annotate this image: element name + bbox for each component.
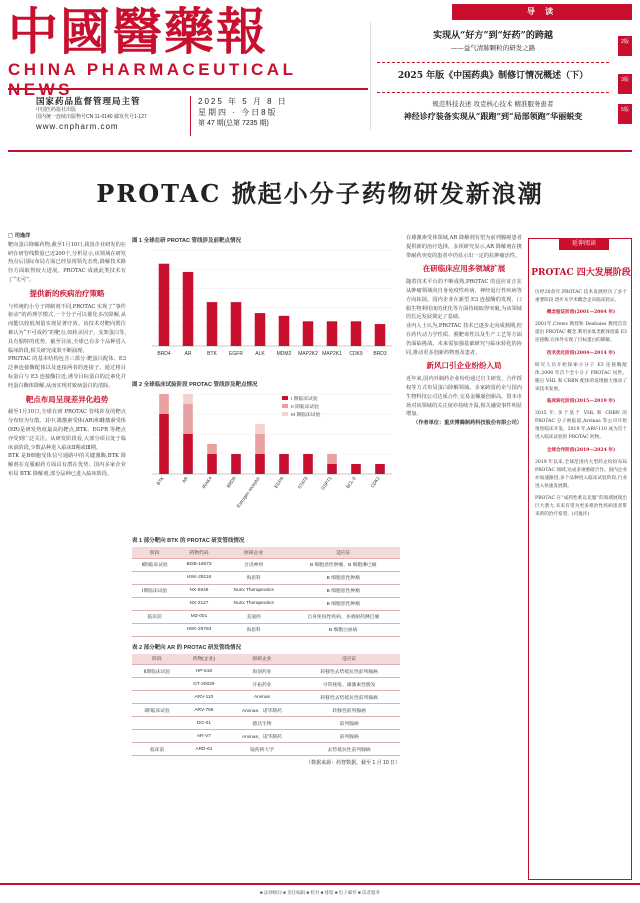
legend-swatch <box>282 404 288 408</box>
table-cell: Arvinas、诺华制药 <box>226 704 299 717</box>
table-cell: Ⅱ期临床试验 <box>132 558 177 571</box>
bar-segment <box>159 414 169 474</box>
paragraph: 与传统的小分子抑制剂不同,PROTAC 实现了“事件驱动”的药理学模式,一个分子可以催化多次降解,从而能以较低剂量实现显著疗效。该技术对靶向既往被认为“不可成药”的靶点,如转录因子、支架蛋白等,具有独特的优势。截至目前,全球已有多个品种进入临床阶段,相关研究成果不断涌现。 <box>8 303 126 354</box>
table-cell: 寻常痤疮、雄激素性脱发 <box>298 678 400 691</box>
article-column-3 <box>406 234 522 880</box>
table-row <box>132 691 400 704</box>
table-cell: 百济神州 <box>221 558 287 571</box>
table-cell: Ⅱ期临床试验 <box>132 665 182 678</box>
sidebar-body <box>535 289 627 519</box>
table-cell: 前列腺癌 <box>298 717 400 730</box>
x-tick-label: ALK <box>255 351 265 357</box>
issue-date: 2025 年 5 月 8 日 <box>198 97 288 106</box>
table-cell: 自身免疫性疾病、多重耐药淋巴瘤 <box>287 610 400 623</box>
bar-segment <box>375 464 385 474</box>
article-column-1 <box>8 232 126 880</box>
guide-tab-1[interactable]: 2版 <box>618 36 632 56</box>
table-row <box>132 730 400 743</box>
guide-tab-3[interactable]: 5版 <box>618 104 632 124</box>
data-source: （数据来源：药智数据，截至 1 月 10 日） <box>306 760 400 766</box>
table-row <box>132 558 400 571</box>
column-header: 适应证 <box>287 547 400 558</box>
stage-heading: 概念验证阶段(2001—2004 年) <box>546 310 616 316</box>
guide-box <box>370 22 632 130</box>
x-tick-label: MDM2 <box>276 351 292 357</box>
x-tick-label: STAT6 <box>296 475 309 490</box>
table-row <box>132 610 400 623</box>
column-header: 原研企业 <box>221 547 287 558</box>
table-cell: 去势抵抗性前列腺癌 <box>298 743 400 756</box>
table-cell: BGB-16673 <box>177 558 220 571</box>
table-cell <box>132 717 182 730</box>
table-cell: NX-2127 <box>177 597 220 610</box>
guide-divider <box>377 92 609 93</box>
chart-1-title: 图 1 全球在研 PROTAC 管线涉及前靶点情况 <box>132 238 241 244</box>
bar-segment <box>183 434 193 474</box>
section-heading: 靶点布局呈现差异化趋势 <box>25 394 109 404</box>
paragraph: 截至1月10日,全球在研 PROTAC 管线涉及的靶点分布较为分散。其中,雄激素受体(AR)和雌激素受体(ER)是研发热度最高的靶点,BTK、EGFR 等靶点亦受到广泛关注。从研发阶段看,大部分项目处于临床前阶段,少数品种进入临床Ⅱ期或Ⅲ期。 <box>8 409 126 451</box>
table-cell: B 细胞恶性肿瘤 <box>287 597 400 610</box>
section-heading: 提供新的疾病治疗策略 <box>29 288 105 298</box>
bar <box>255 313 266 346</box>
table-cell: B 细胞恶性肿瘤、B 细胞淋巴瘤 <box>287 558 400 571</box>
stage-heading: 技术优化阶段(2004—2014 年) <box>546 350 616 356</box>
table-cell: ARD-61 <box>182 743 226 756</box>
x-tick-label: AR <box>181 475 189 484</box>
table-cell: MZ-001 <box>177 610 220 623</box>
table-cell <box>132 730 182 743</box>
table-cell: ARV-766 <box>182 704 226 717</box>
paragraph: 近年来,国内外制药企业纷纷通过自主研发、合作授权等方式布局蛋白降解领域。多家跨国药企与国内生物科技公司达成合作,交易金额屡创新高。资本市场对该领域的关注度亦持续升温,相关融资事件明显增加。 <box>406 376 522 418</box>
bar <box>231 302 242 346</box>
table-cell: HSK-29116 <box>177 571 220 584</box>
x-tick-label: BTK <box>207 351 217 357</box>
serial-line: 国内统一连续出版物号CN 11-0140 邮发代号1-127 <box>36 114 147 120</box>
legend-label: I 期临床试验 <box>291 397 318 402</box>
x-tick-label: BRD3 <box>373 351 387 357</box>
table-cell: Ⅰ期临床试验 <box>132 584 177 597</box>
section-heading: 新风口引企业纷纷入局 <box>426 361 502 371</box>
table-cell: 前列腺癌 <box>298 730 400 743</box>
table-cell <box>132 623 177 636</box>
table-row <box>132 623 400 636</box>
table-cell: Nurix Therapeutics <box>221 584 287 597</box>
table-cell: B 细胞白血病 <box>287 623 400 636</box>
table-cell: Arvinas、诺华制药 <box>226 730 299 743</box>
bar-segment <box>351 464 361 474</box>
column-header: 药物(企业) <box>182 654 226 665</box>
column-header: 药物代码 <box>177 547 220 558</box>
table-row <box>132 743 400 756</box>
bar-segment <box>159 394 169 414</box>
table-cell: 转移性去势抵抗性前列腺癌 <box>298 691 400 704</box>
chart-1 <box>132 244 400 372</box>
newspaper-english-title: CHINA PHARMACEUTICAL <box>8 60 297 79</box>
table-row <box>132 665 400 678</box>
paragraph: PROTAC 的基本结构包含三部分:靶蛋白配体、E3 泛素连接酶配体以及连接两者的连接子。通过将目标蛋白与 E3 连接酶拉近,诱导目标蛋白的泛素化并经蛋白酶体降解,从而实现对致病蛋白的清除。 <box>8 356 126 389</box>
table-cell: 海思科 <box>221 571 287 584</box>
table-1 <box>132 547 400 637</box>
bar <box>351 321 362 346</box>
guide-item-1[interactable]: 实现从“好方”到“好药”的跨越 ——益气清肺颗粒的研发之路 <box>433 31 553 52</box>
table-cell: 临床前 <box>132 743 182 756</box>
paragraph: BTK 是B细胞受体信号通路中的关键激酶,BTK 降解剂在克服耐药方面具有潜在优势。国内多家企业布局 BTK 降解剂,部分品种已进入临床阶段。 <box>8 453 126 477</box>
bar-segment <box>207 444 217 454</box>
x-tick-label: BRD4 <box>157 351 171 357</box>
figures-column <box>132 236 400 766</box>
table-cell: 转移性前列腺癌 <box>298 704 400 717</box>
info-divider <box>190 96 191 136</box>
x-tick-label: CDK2 <box>369 475 381 489</box>
bar-segment <box>207 454 217 474</box>
table-row <box>132 597 400 610</box>
bar <box>159 264 170 346</box>
table-cell: HSK-26784 <box>177 623 220 636</box>
column-header: 原研企业 <box>226 654 299 665</box>
table-cell: 镜药桥大学 <box>226 743 299 756</box>
bar-segment <box>183 394 193 404</box>
paragraph: 研究人员开始探索小分子 E3 连接酶配体,2008 年首个全小分子 PROTAC 问世。随后 VHL 和 CRBN 配体的发现极大推动了该技术发展。 <box>535 362 627 392</box>
bar <box>183 272 194 346</box>
table-row <box>132 678 400 691</box>
bar-segment <box>327 454 337 464</box>
table-row <box>132 584 400 597</box>
table-cell: 临床前 <box>132 610 177 623</box>
table-cell: AR-V7 <box>182 730 226 743</box>
section-divider <box>8 150 632 152</box>
table-1-title: 表 1 部分靶向 BTK 的 PROTAC 研发管线情况 <box>132 538 245 544</box>
table-cell <box>132 597 177 610</box>
legend-swatch <box>282 412 288 416</box>
publisher-line: 中国医药报社出版 <box>36 107 77 113</box>
table-cell: Arvinas <box>226 691 299 704</box>
x-tick-label: CDK9 <box>349 351 363 357</box>
footer: ■ 法律顾问 ■ 责任编辑 ■ 校对 ■ 排版 ■ 电子邮件 ■ 读者服务 <box>0 883 640 903</box>
agency-line: 国家药品监督管理局主管 <box>36 96 141 106</box>
paragraph: 历经20余年,PROTAC 技术发展经历了多个重要阶段,逐步从学术概念走向临床验证。 <box>535 290 627 304</box>
paragraph: 2019 年以来,全球范围内大型药企纷纷布局 PROTAC 领域,达成多项重磅合作。国内企业亦加速跟进,多个品种进入临床试验阶段,行业进入快速发展期。 <box>535 459 627 489</box>
x-tick-label: GSPT1 <box>320 475 333 491</box>
guide-header: 导 读 <box>452 4 632 20</box>
guide-item-2[interactable]: 2025 年版《中国药典》制修订情况概述（下） <box>397 71 589 81</box>
guide-item-3[interactable]: 规范科技表述 攻克核心技术 精准服务患者 神经诊疗装备实现从“跟跑”到“局部领跑”华丽蜕变 <box>403 100 583 121</box>
bar-segment <box>231 454 241 474</box>
x-tick-label: BTK <box>155 475 165 486</box>
masthead <box>8 4 298 96</box>
masthead-divider <box>8 88 368 90</box>
paragraph: 在雄激素受体领域,AR 降解剂有望为前列腺癌患者提供新的治疗选择。多项研究显示,AR 降解剂在携带耐药突变的患者中仍显示出一定的抗肿瘤活性。 <box>406 235 522 259</box>
section-heading: 在研临床应用多领域扩展 <box>422 264 506 274</box>
x-tick-label: BCL-6 <box>345 475 357 490</box>
chart-2-title: 图 2 全球临床试验阶段 PROTAC 管线涉及靶点情况 <box>132 382 258 388</box>
legend-label: II 期临床试验 <box>291 405 319 410</box>
table-cell: NX-5948 <box>177 584 220 597</box>
stage-heading: 全球合作阶段(2019—2024 年) <box>546 447 616 453</box>
paragraph: 靶向蛋白降解药物,截至1月10日,我国企业研发的在研在研管线数量已近200个,分析显示,该领域在研发热点后国际布局方面已经显现领先态势,降解技术路径方面取得较大进展。PROTAC 成就此类技术有了“无可”。 <box>8 241 126 283</box>
bar <box>327 321 338 346</box>
table-2-title: 表 2 部分靶向 AR 的 PROTAC 研发管线情况 <box>132 644 241 651</box>
masthead-info-left <box>36 95 166 131</box>
table-2 <box>132 654 400 757</box>
author-note: （作者单位：重庆博腾制药科技股份有限公司） <box>413 420 522 427</box>
bar <box>375 324 386 346</box>
table-cell: B 细胞恶性肿瘤 <box>287 584 400 597</box>
table-cell <box>132 571 177 584</box>
bar-segment <box>183 404 193 434</box>
sidebar-title: PROTAC 四大发展阶段 <box>531 268 631 278</box>
newspaper-title: 中國醫藥報 <box>8 2 268 61</box>
bar <box>303 321 314 346</box>
table-cell: DG-01 <box>182 717 226 730</box>
issue-number: 第 47 期(总第 7235 期) <box>198 120 269 127</box>
guide-tab-2[interactable]: 3版 <box>618 74 632 94</box>
table-cell: ARV-110 <box>182 691 226 704</box>
table-cell: 德昌生物 <box>226 717 299 730</box>
x-tick-label: BRD9 <box>225 475 237 489</box>
x-tick-label: AR <box>184 351 192 357</box>
paragraph: 2015 年,多个基于 VHL 和 CRBN 的 PROTAC 分子被报道,Arvinas 等公司开始推进临床开发。2019 年,ARV-110 成为首个进入临床试验的 PROTAC 药物。 <box>535 411 627 441</box>
table-cell: HP-518 <box>182 665 226 678</box>
bar-segment <box>255 454 265 474</box>
x-tick-label: Estrogen receptor <box>235 475 261 509</box>
column-header: 适应证 <box>298 654 400 665</box>
x-tick-label: MAP2K2 <box>298 351 318 357</box>
sidebar-tag: 延伸阅读 <box>559 238 609 250</box>
table-cell: 转移性去势抵抗性前列腺癌 <box>298 665 400 678</box>
legend-swatch <box>282 396 288 400</box>
table-row <box>132 717 400 730</box>
bar-segment <box>303 454 313 474</box>
table-row <box>132 571 400 584</box>
table-cell: 海创药业 <box>226 665 299 678</box>
paragraph: 随着技术平台的不断成熟,PROTAC 的适应证正在从肿瘤领域向自身免疫性疾病、神经退行性疾病等方向拓展。国内企业在新型 E3 连接酶的发现、口服生物利用度的优化等方面持续取得突破,为该领域的长远发展奠定了基础。 <box>406 279 522 321</box>
table-cell <box>132 691 182 704</box>
table-cell: Ⅰ期临床试验 <box>132 704 182 717</box>
table-cell: GT-20029 <box>182 678 226 691</box>
column-header: 阶段 <box>132 654 182 665</box>
x-tick-label: EGFR <box>273 475 285 490</box>
bar <box>207 302 218 346</box>
table-cell: 美迪西 <box>221 610 287 623</box>
column-header: 阶段 <box>132 547 177 558</box>
table-cell: 海思科 <box>221 623 287 636</box>
x-tick-label: MAP2K1 <box>322 351 342 357</box>
legend-label: III 期临床试验 <box>291 413 321 418</box>
paragraph: 业内人士认为,PROTAC 技术已逐步走向成熟期,但在药代动力学性质、脱靶毒性以及生产工艺等方面仍面临挑战。未来需加强基础研究与临床转化的协同,推动更多创新药物惠及患者。 <box>406 323 522 356</box>
table-cell: B 细胞恶性肿瘤 <box>287 571 400 584</box>
bar-segment <box>255 424 265 434</box>
bar <box>279 316 290 346</box>
bar-segment <box>327 464 337 474</box>
bar-segment <box>279 454 289 474</box>
table-header-row <box>132 547 400 558</box>
byline: □ 司逸洋 <box>8 233 31 239</box>
x-tick-label: EGFR <box>229 351 243 357</box>
stage-heading: 临床转化阶段(2015—2019 年) <box>546 399 616 405</box>
chart-2 <box>132 388 400 528</box>
paragraph: PROTAC 在“成药性难以克服”的领域展现出巨大潜力,未来有望为更多难治性疾病患者带来新的治疗希望。(司逸洋) <box>535 495 627 518</box>
table-cell <box>132 678 182 691</box>
table-cell: 开拓药业 <box>226 678 299 691</box>
sidebar-further-reading <box>528 238 632 880</box>
table-row <box>132 704 400 717</box>
main-headline: PROTAC 掀起小分子药物研发新浪潮 <box>96 179 544 208</box>
x-tick-label: IRAK4 <box>201 475 213 490</box>
website[interactable]: www.cnpharm.com <box>36 122 119 131</box>
paragraph: 2001年,Crews 教授和 Deshaies 教授首次提出 PROTAC 概念,利用多肽类配体招募 E3 连接酶,在体外实现了目标蛋白的降解。 <box>535 322 627 344</box>
masthead-info-right <box>198 96 348 128</box>
table-cell: Nurix Therapeutics <box>221 597 287 610</box>
guide-divider <box>377 62 609 63</box>
bar-segment <box>255 434 265 454</box>
table-header-row <box>132 654 400 665</box>
issue-weekday: 星期四 · 今日8版 <box>198 108 278 117</box>
